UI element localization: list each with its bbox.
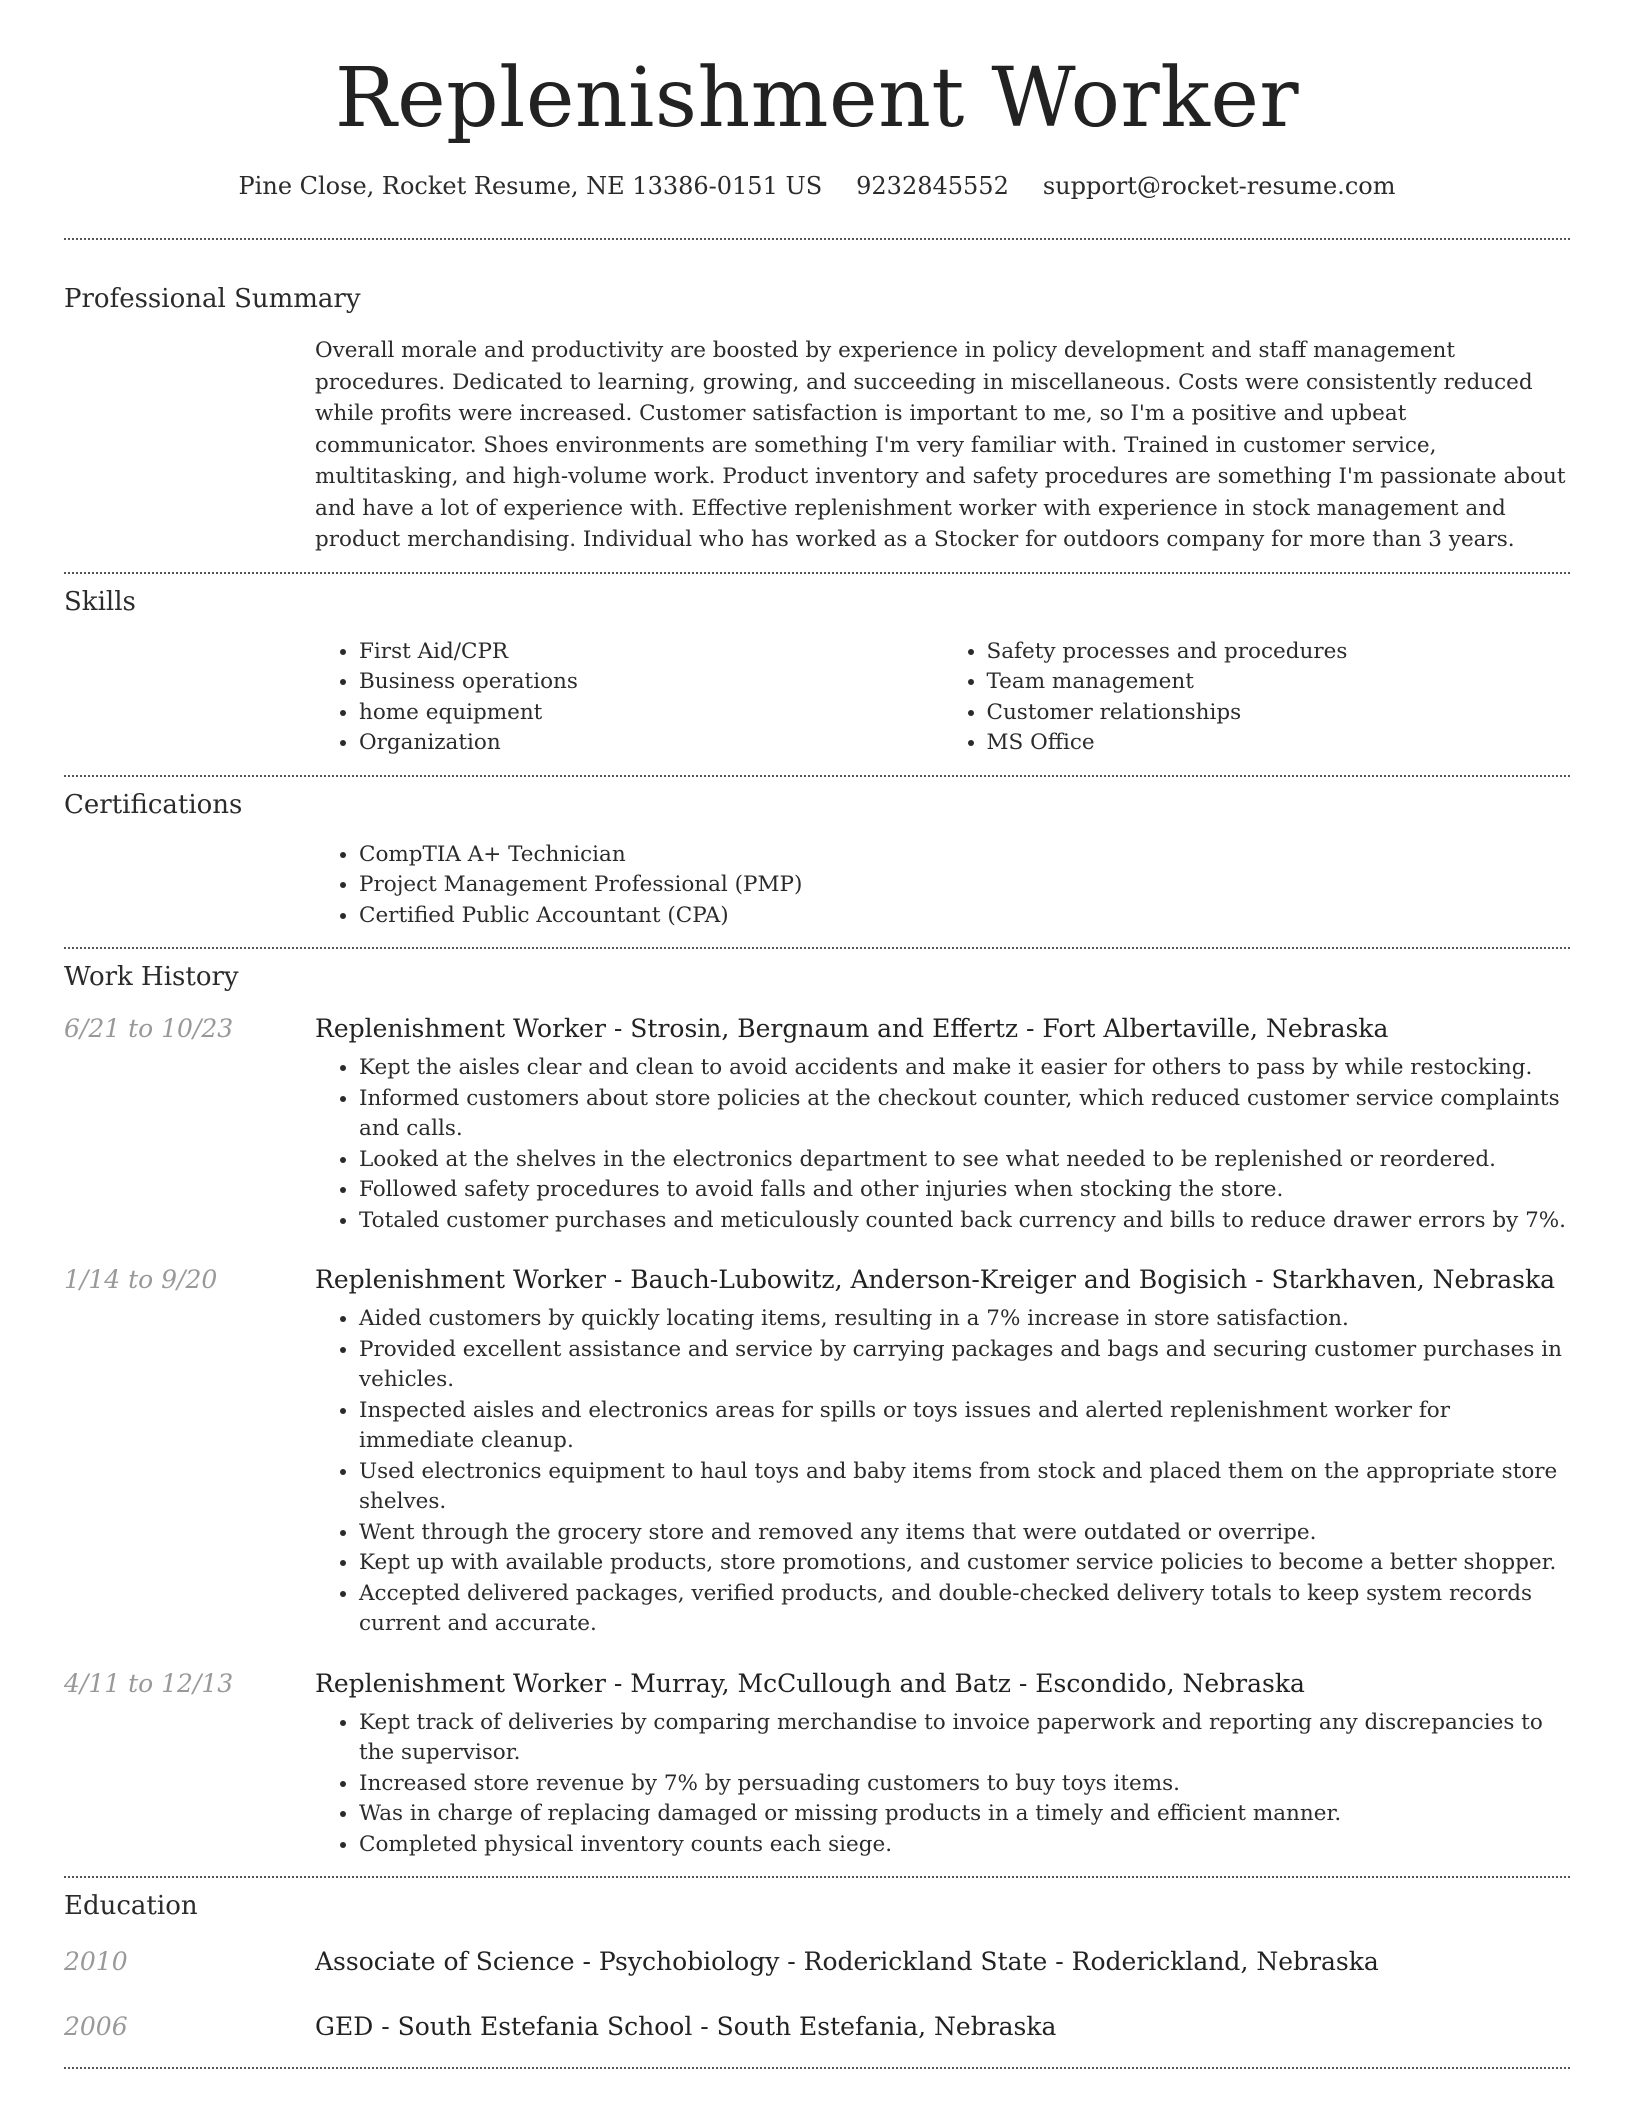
divider: [64, 2067, 1570, 2069]
contact-email: support@rocket-resume.com: [1042, 172, 1396, 200]
skill-item: • Safety processes and procedures: [987, 637, 1571, 668]
education-title: GED - South Estefania School - South Estefania, Nebraska: [315, 2012, 1057, 2041]
education-entry: [64, 1947, 1570, 1976]
section-title-education: Education: [64, 1891, 198, 1921]
skill-item: • Business operations: [359, 667, 943, 698]
education-year: 2006: [64, 2012, 128, 2041]
summary-text: Overall morale and productivity are boosted by experience in policy development and staff management procedures. Dedicated to learning, growing, and succeeding in miscellaneous. Costs were consistently reduced while profits were increased. Customer satisfaction is important to me, so I'm a positive and upbeat communicator. Shoes environments are something I'm very familiar with. Trained in customer service, multitasking, and high-volume work. Product inventory and safety procedures are something I'm passionate about and have a lot of experience with. Effective replenishment worker with experience in stock management and product merchandising. Individual who has worked as a Stocker for outdoors company for more than 3 years.: [315, 338, 1566, 552]
certification-item: • Certified Public Accountant (CPA): [359, 901, 1570, 932]
job-entry: [64, 1669, 1570, 1861]
job-bullet: • Followed safety procedures to avoid falls and other injuries when stocking the store.: [359, 1175, 1570, 1206]
job-bullet: • Was in charge of replacing damaged or missing products in a timely and efficient manner.: [359, 1799, 1570, 1830]
job-entry: [64, 1014, 1570, 1236]
job-bullet: • Informed customers about store policies at the checkout counter, which reduced customer service complaints and calls.: [359, 1084, 1570, 1145]
skill-item: • home equipment: [359, 698, 943, 729]
job-bullet: • Provided excellent assistance and service by carrying packages and bags and securing customer purchases in vehicles.: [359, 1335, 1570, 1396]
job-dates: 6/21 to 10/23: [64, 1014, 234, 1043]
divider: [64, 572, 1570, 574]
job-bullets: [315, 1708, 1570, 1861]
job-entry: [64, 1265, 1570, 1640]
skills-section: [64, 587, 1570, 759]
education-title: Associate of Science - Psychobiology - Roderickland State - Roderickland, Nebraska: [315, 1947, 1379, 1976]
certification-item: • Project Management Professional (PMP): [359, 870, 1570, 901]
certification-item: • CompTIA A+ Technician: [359, 840, 1570, 871]
education-entry: [64, 2012, 1570, 2041]
skill-item: • Team management: [987, 667, 1571, 698]
certifications-section: [64, 790, 1570, 932]
job-bullets: [315, 1053, 1570, 1236]
resume-page: [64, 0, 1570, 2069]
job-bullet: • Aided customers by quickly locating items, resulting in a 7% increase in store satisfaction.: [359, 1304, 1570, 1335]
job-bullet: • Used electronics equipment to haul toys and baby items from stock and placed them on the appropriate store shelves.: [359, 1457, 1570, 1518]
skill-item: • Organization: [359, 728, 943, 759]
skill-item: • Customer relationships: [987, 698, 1571, 729]
job-title: Replenishment Worker - Murray, McCullough and Batz - Escondido, Nebraska: [315, 1668, 1305, 1698]
contact-address: Pine Close, Rocket Resume, NE 13386-0151 US: [238, 172, 823, 200]
education-section: [64, 1891, 1570, 2041]
job-bullet: • Kept track of deliveries by comparing merchandise to invoice paperwork and reporting any discrepancies to the supervisor.: [359, 1708, 1570, 1769]
section-title-summary: Professional Summary: [64, 284, 361, 314]
job-bullet: • Looked at the shelves in the electronics department to see what needed to be replenished or reordered.: [359, 1145, 1570, 1176]
job-bullet: • Went through the grocery store and removed any items that were outdated or overripe.: [359, 1518, 1570, 1549]
skill-item: • First Aid/CPR: [359, 637, 943, 668]
contact-line: [64, 172, 1570, 200]
section-title-work: Work History: [64, 962, 239, 992]
divider: [64, 1876, 1570, 1878]
certifications-list: [315, 840, 1570, 932]
divider: [64, 238, 1570, 240]
job-bullet: • Increased store revenue by 7% by persuading customers to buy toys items.: [359, 1769, 1570, 1800]
job-dates: 4/11 to 12/13: [64, 1668, 234, 1698]
skill-item: • MS Office: [987, 728, 1571, 759]
resume-name: Replenishment Worker: [334, 51, 1300, 146]
job-title: Replenishment Worker - Bauch-Lubowitz, Anderson-Kreiger and Bogisich - Starkhaven, Nebraska: [315, 1265, 1556, 1294]
summary-section: [64, 284, 1570, 556]
divider: [64, 947, 1570, 949]
skills-list-right: [943, 637, 1571, 759]
job-bullet: • Accepted delivered packages, verified products, and double-checked delivery totals to keep system records current and accurate.: [359, 1579, 1570, 1640]
job-dates: 1/14 to 9/20: [64, 1265, 218, 1294]
education-year: 2010: [64, 1947, 128, 1976]
job-bullet: • Completed physical inventory counts each siege.: [359, 1830, 1570, 1861]
job-title: Replenishment Worker - Strosin, Bergnaum and Effertz - Fort Albertaville, Nebraska: [315, 1014, 1389, 1043]
section-title-certifications: Certifications: [64, 789, 243, 820]
divider: [64, 775, 1570, 777]
job-bullet: • Inspected aisles and electronics areas for spills or toys issues and alerted replenishment worker for immediate cleanup.: [359, 1396, 1570, 1457]
section-title-skills: Skills: [64, 586, 136, 617]
work-section: [64, 962, 1570, 1860]
job-bullet: • Totaled customer purchases and meticulously counted back currency and bills to reduce drawer errors by 7%.: [359, 1206, 1570, 1237]
skills-list-left: [315, 637, 943, 759]
contact-phone: 9232845552: [856, 172, 1009, 200]
job-bullet: • Kept the aisles clear and clean to avoid accidents and make it easier for others to pass by while restocking.: [359, 1053, 1570, 1084]
job-bullets: [315, 1304, 1570, 1640]
job-bullet: • Kept up with available products, store promotions, and customer service policies to become a better shopper.: [359, 1548, 1570, 1579]
